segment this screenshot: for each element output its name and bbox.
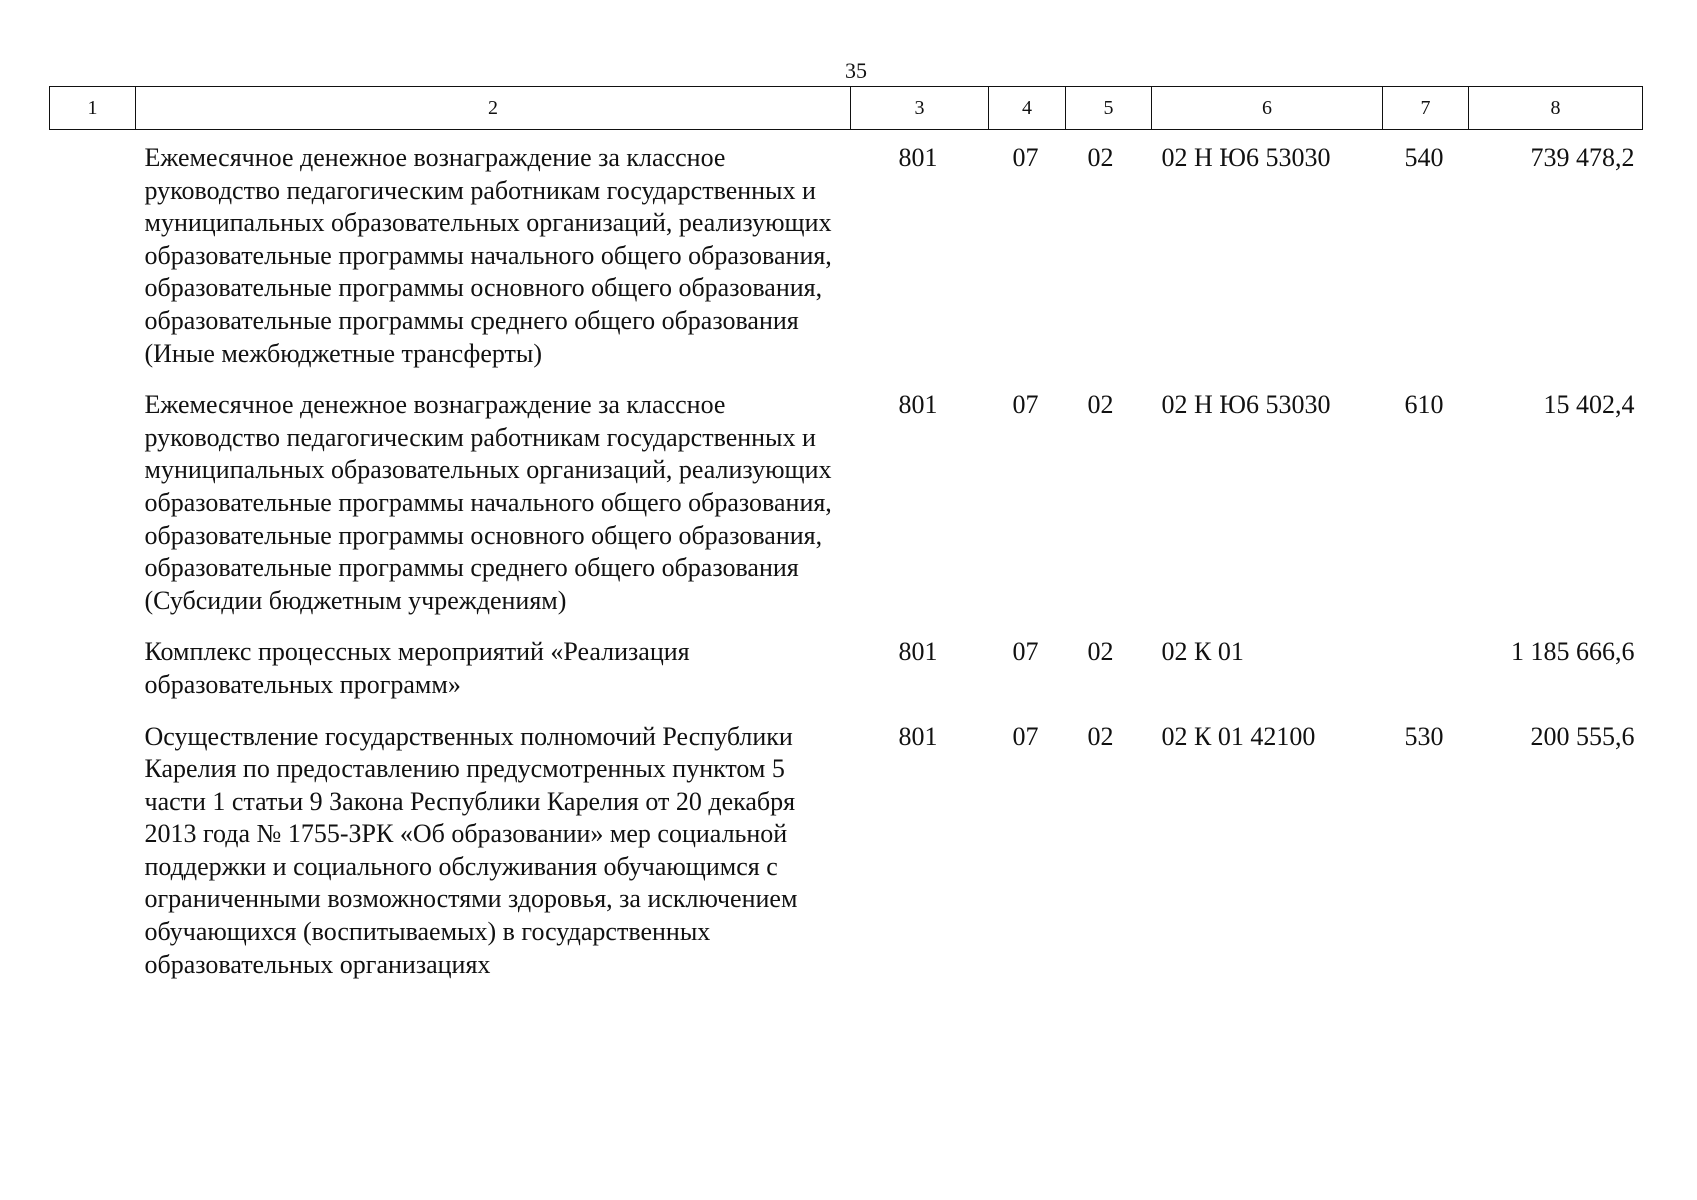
row-section: 07 bbox=[1012, 637, 1039, 667]
table-row bbox=[50, 377, 1643, 624]
row-amount: 15 402,4 bbox=[1543, 390, 1635, 420]
budget-table bbox=[49, 86, 1643, 988]
table-header bbox=[50, 87, 1643, 130]
row-subsection: 02 bbox=[1087, 143, 1114, 172]
header-cell-2: 2 bbox=[136, 87, 851, 130]
row-target: 02 К 01 42100 bbox=[1161, 721, 1316, 751]
table-row bbox=[50, 624, 1643, 708]
row-amount: 739 478,2 bbox=[1530, 143, 1635, 172]
row-target: 02 Н Ю6 53030 bbox=[1161, 390, 1331, 420]
row-target: 02 Н Ю6 53030 bbox=[1161, 143, 1331, 172]
row-name: Комплекс процессных мероприятий «Реализация образовательных программ» bbox=[144, 637, 690, 699]
row-section: 07 bbox=[1012, 390, 1039, 420]
row-expense-type: 540 bbox=[1404, 143, 1444, 172]
row-expense-type: 530 bbox=[1404, 721, 1444, 751]
row-section: 07 bbox=[1012, 143, 1039, 172]
row-target: 02 К 01 bbox=[1161, 637, 1244, 667]
table-body bbox=[50, 130, 1643, 989]
header-cell-6: 6 bbox=[1152, 87, 1383, 130]
page-number: 35 bbox=[845, 58, 867, 83]
row-name: Осуществление государственных полномочий Республики Карелия по предоставлению предусмотренных пунктом 5 части 1 статьи 9 Закона Республики Карелия от 20 декабря 2013 года № 1755-ЗРК «Об образовании» мер социальной поддержки и социального обслуживания обучающимся с ограниченными возможностями здоровья, за исключением обучающихся (воспитываемых) в государственных образовательных организациях bbox=[144, 721, 798, 979]
row-ministry: 801 bbox=[898, 390, 938, 420]
row-ministry: 801 bbox=[898, 143, 938, 172]
row-name: Ежемесячное денежное вознаграждение за классное руководство педагогическим работникам государственных и муниципальных образовательных организаций, реализующих образовательные программы начального общего образования, образовательные программы основного общего образования, образовательные программы среднего общего образования (Субсидии бюджетным учреждениям) bbox=[144, 390, 832, 615]
header-cell-4: 4 bbox=[989, 87, 1066, 130]
row-section: 07 bbox=[1012, 721, 1039, 751]
header-cell-3: 3 bbox=[851, 87, 989, 130]
header-cell-8: 8 bbox=[1469, 87, 1643, 130]
row-expense-type bbox=[1383, 624, 1469, 708]
row-subsection: 02 bbox=[1087, 721, 1114, 751]
row-ministry: 801 bbox=[898, 637, 938, 667]
row-expense-type: 610 bbox=[1404, 390, 1444, 420]
row-amount: 1 185 666,6 bbox=[1511, 637, 1635, 667]
header-row bbox=[50, 87, 1643, 130]
row-name: Ежемесячное денежное вознаграждение за классное руководство педагогическим работникам государственных и муниципальных образовательных организаций, реализующих образовательные программы начального общего образования, образовательные программы основного общего образования, образовательные программы среднего общего образования (Иные межбюджетные трансферты) bbox=[144, 143, 832, 368]
row-subsection: 02 bbox=[1087, 390, 1114, 420]
row-subsection: 02 bbox=[1087, 637, 1114, 667]
header-cell-5: 5 bbox=[1066, 87, 1152, 130]
header-cell-1: 1 bbox=[50, 87, 136, 130]
row-amount: 200 555,6 bbox=[1530, 721, 1635, 751]
table-row bbox=[50, 130, 1643, 378]
header-cell-7: 7 bbox=[1383, 87, 1469, 130]
table-row bbox=[50, 709, 1643, 989]
row-ministry: 801 bbox=[898, 721, 938, 751]
